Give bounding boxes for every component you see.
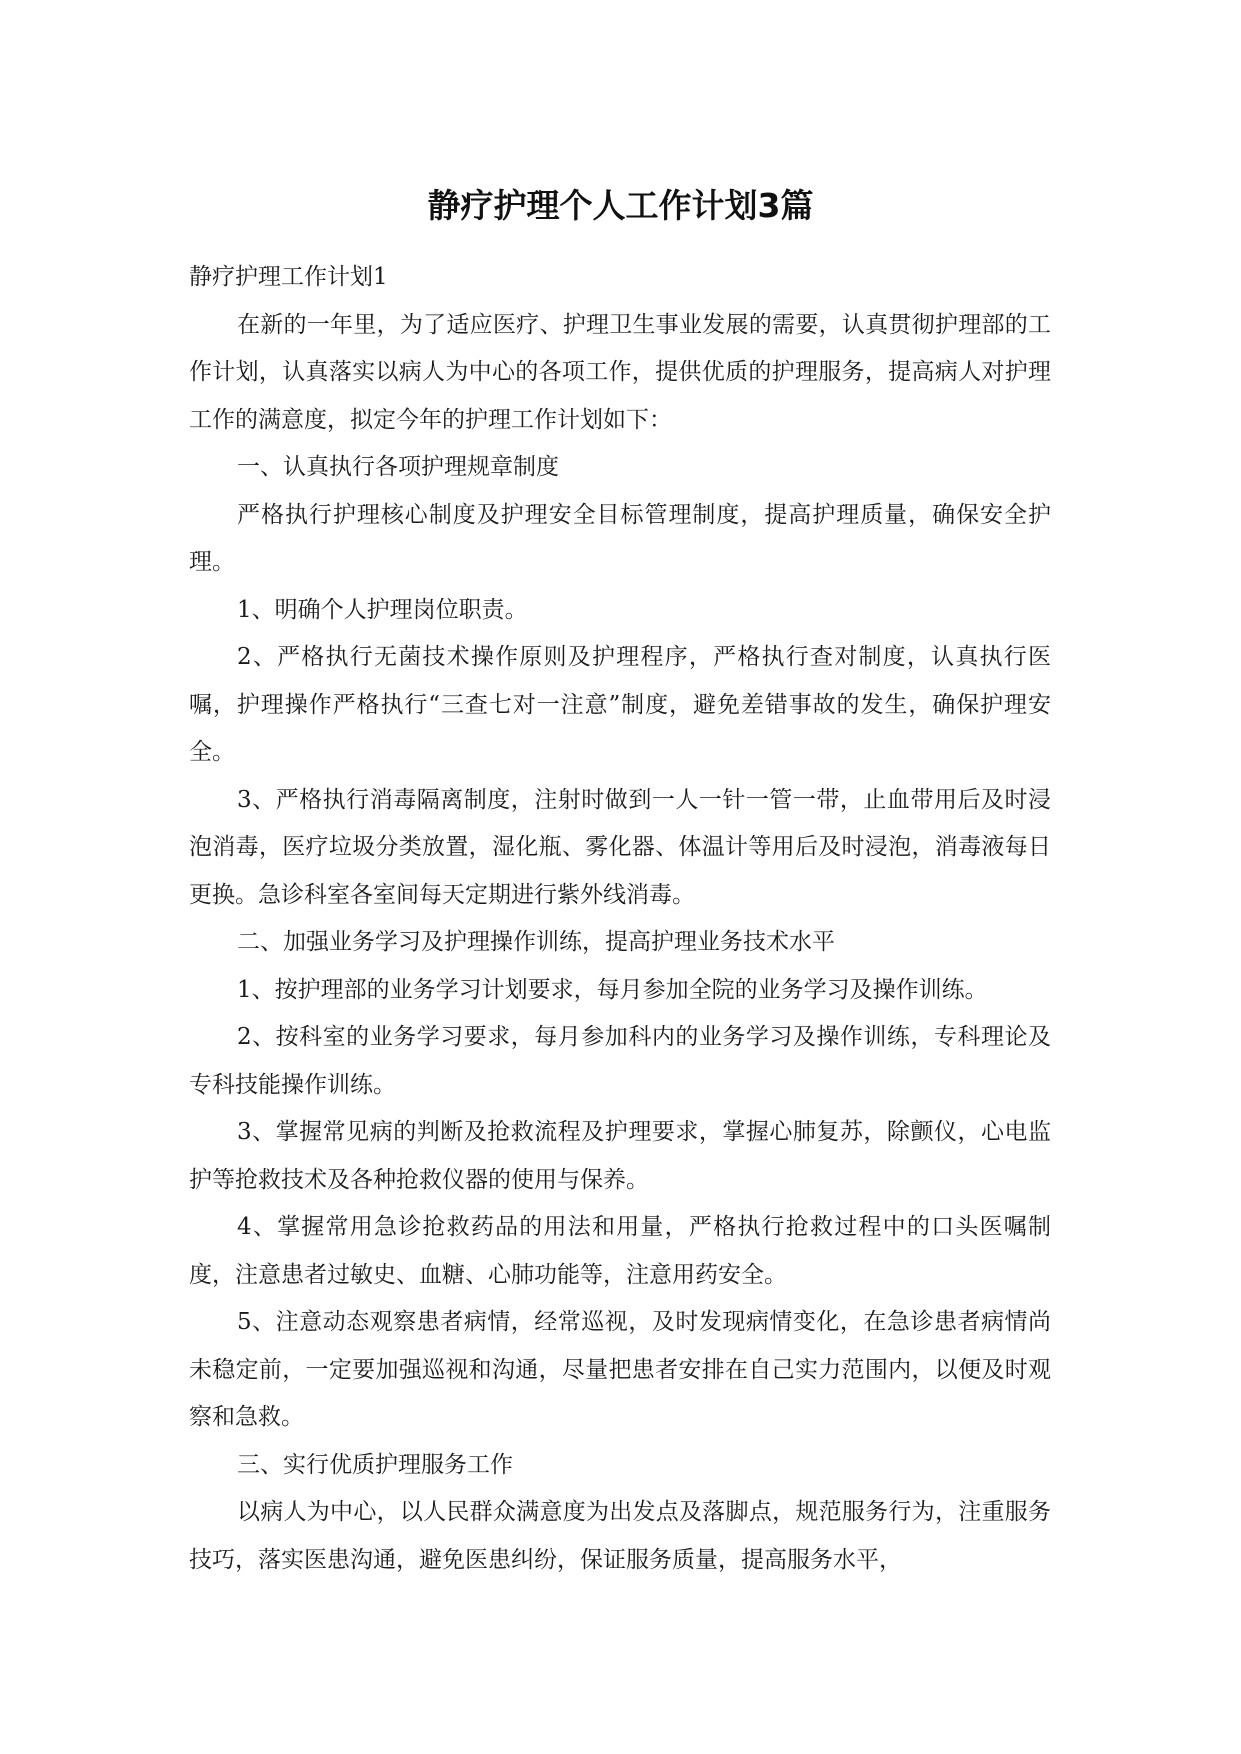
paragraph: 2、严格执行无菌技术操作原则及护理程序，严格执行查对制度，认真执行医嘱，护理操作严格执行“三查七对一注意”制度，避免差错事故的发生，确保护理安全。 [189,644,1051,765]
paragraph: 三、实行优质护理服务工作 [237,1451,513,1478]
paragraph: 2、按科室的业务学习要求，每月参加科内的业务学习及操作训练，专科理论及专科技能操作训练。 [189,1024,1051,1098]
paragraph: 1、明确个人护理岗位职责。 [237,596,528,623]
paragraph: 3、掌握常见病的判断及抢救流程及护理要求，掌握心肺复苏，除颤仪，心电监护等抢救技术及各种抢救仪器的使用与保养。 [189,1119,1051,1193]
paragraph: 以病人为中心，以人民群众满意度为出发点及落脚点，规范服务行为，注重服务技巧，落实医患沟通，避免医患纠纷，保证服务质量，提高服务水平， [189,1499,1051,1573]
paragraph: 3、严格执行消毒隔离制度，注射时做到一人一针一管一带，止血带用后及时浸泡消毒，医疗垃圾分类放置，湿化瓶、雾化器、体温计等用后及时浸泡，消毒液每日更换。急诊科室各室间每天定期进行紫外线消毒。 [189,786,1051,908]
paragraph: 严格执行护理核心制度及护理安全目标管理制度，提高护理质量，确保安全护理。 [189,501,1051,575]
paragraph: 4、掌握常用急诊抢救药品的用法和用量，严格执行抢救过程中的口头医嘱制度，注意患者过敏史、血糖、心肺功能等，注意用药安全。 [189,1214,1051,1288]
document-title: 静疗护理个人工作计划3篇 [427,186,814,225]
section-heading: 静疗护理工作计划1 [189,264,388,290]
paragraph: 1、按护理部的业务学习计划要求，每月参加全院的业务学习及操作训练。 [237,976,988,1003]
paragraph: 二、加强业务学习及护理操作训练，提高护理业务技术水平 [237,929,835,955]
document-body [189,254,1051,1584]
paragraph: 一、认真执行各项护理规章制度 [237,454,559,480]
paragraph: 在新的一年里，为了适应医疗、护理卫生事业发展的需要，认真贯彻护理部的工作计划，认真落实以病人为中心的各项工作，提供优质的护理服务，提高病人对护理工作的满意度，拟定今年的护理工作计划如下： [189,311,1051,433]
paragraph: 5、注意动态观察患者病情，经常巡视，及时发现病情变化，在急诊患者病情尚未稳定前，一定要加强巡视和沟通，尽量把患者安排在自己实力范围内，以便及时观察和急救。 [189,1309,1051,1430]
